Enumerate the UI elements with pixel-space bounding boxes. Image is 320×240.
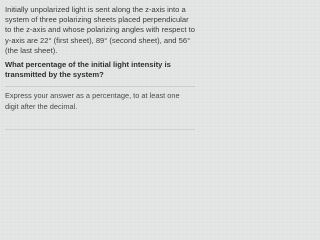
- problem-question: What percentage of the initial light intensity is transmitted by the system?: [5, 60, 171, 80]
- problem-statement: Initially unpolarized light is sent along the z-axis into a system of three polarizing sheets placed perpendicular to the z-axis and whose polarizing angles with respect to y-axis are 22° (first sheet), 89° (second sheet), and 56° (the last sheet).: [5, 5, 195, 55]
- answer-instructions: Express your answer as a percentage, to at least one digit after the decimal.: [5, 91, 180, 111]
- answer-area: [5, 129, 195, 148]
- divider: [5, 86, 195, 87]
- problem-panel: [5, 5, 195, 112]
